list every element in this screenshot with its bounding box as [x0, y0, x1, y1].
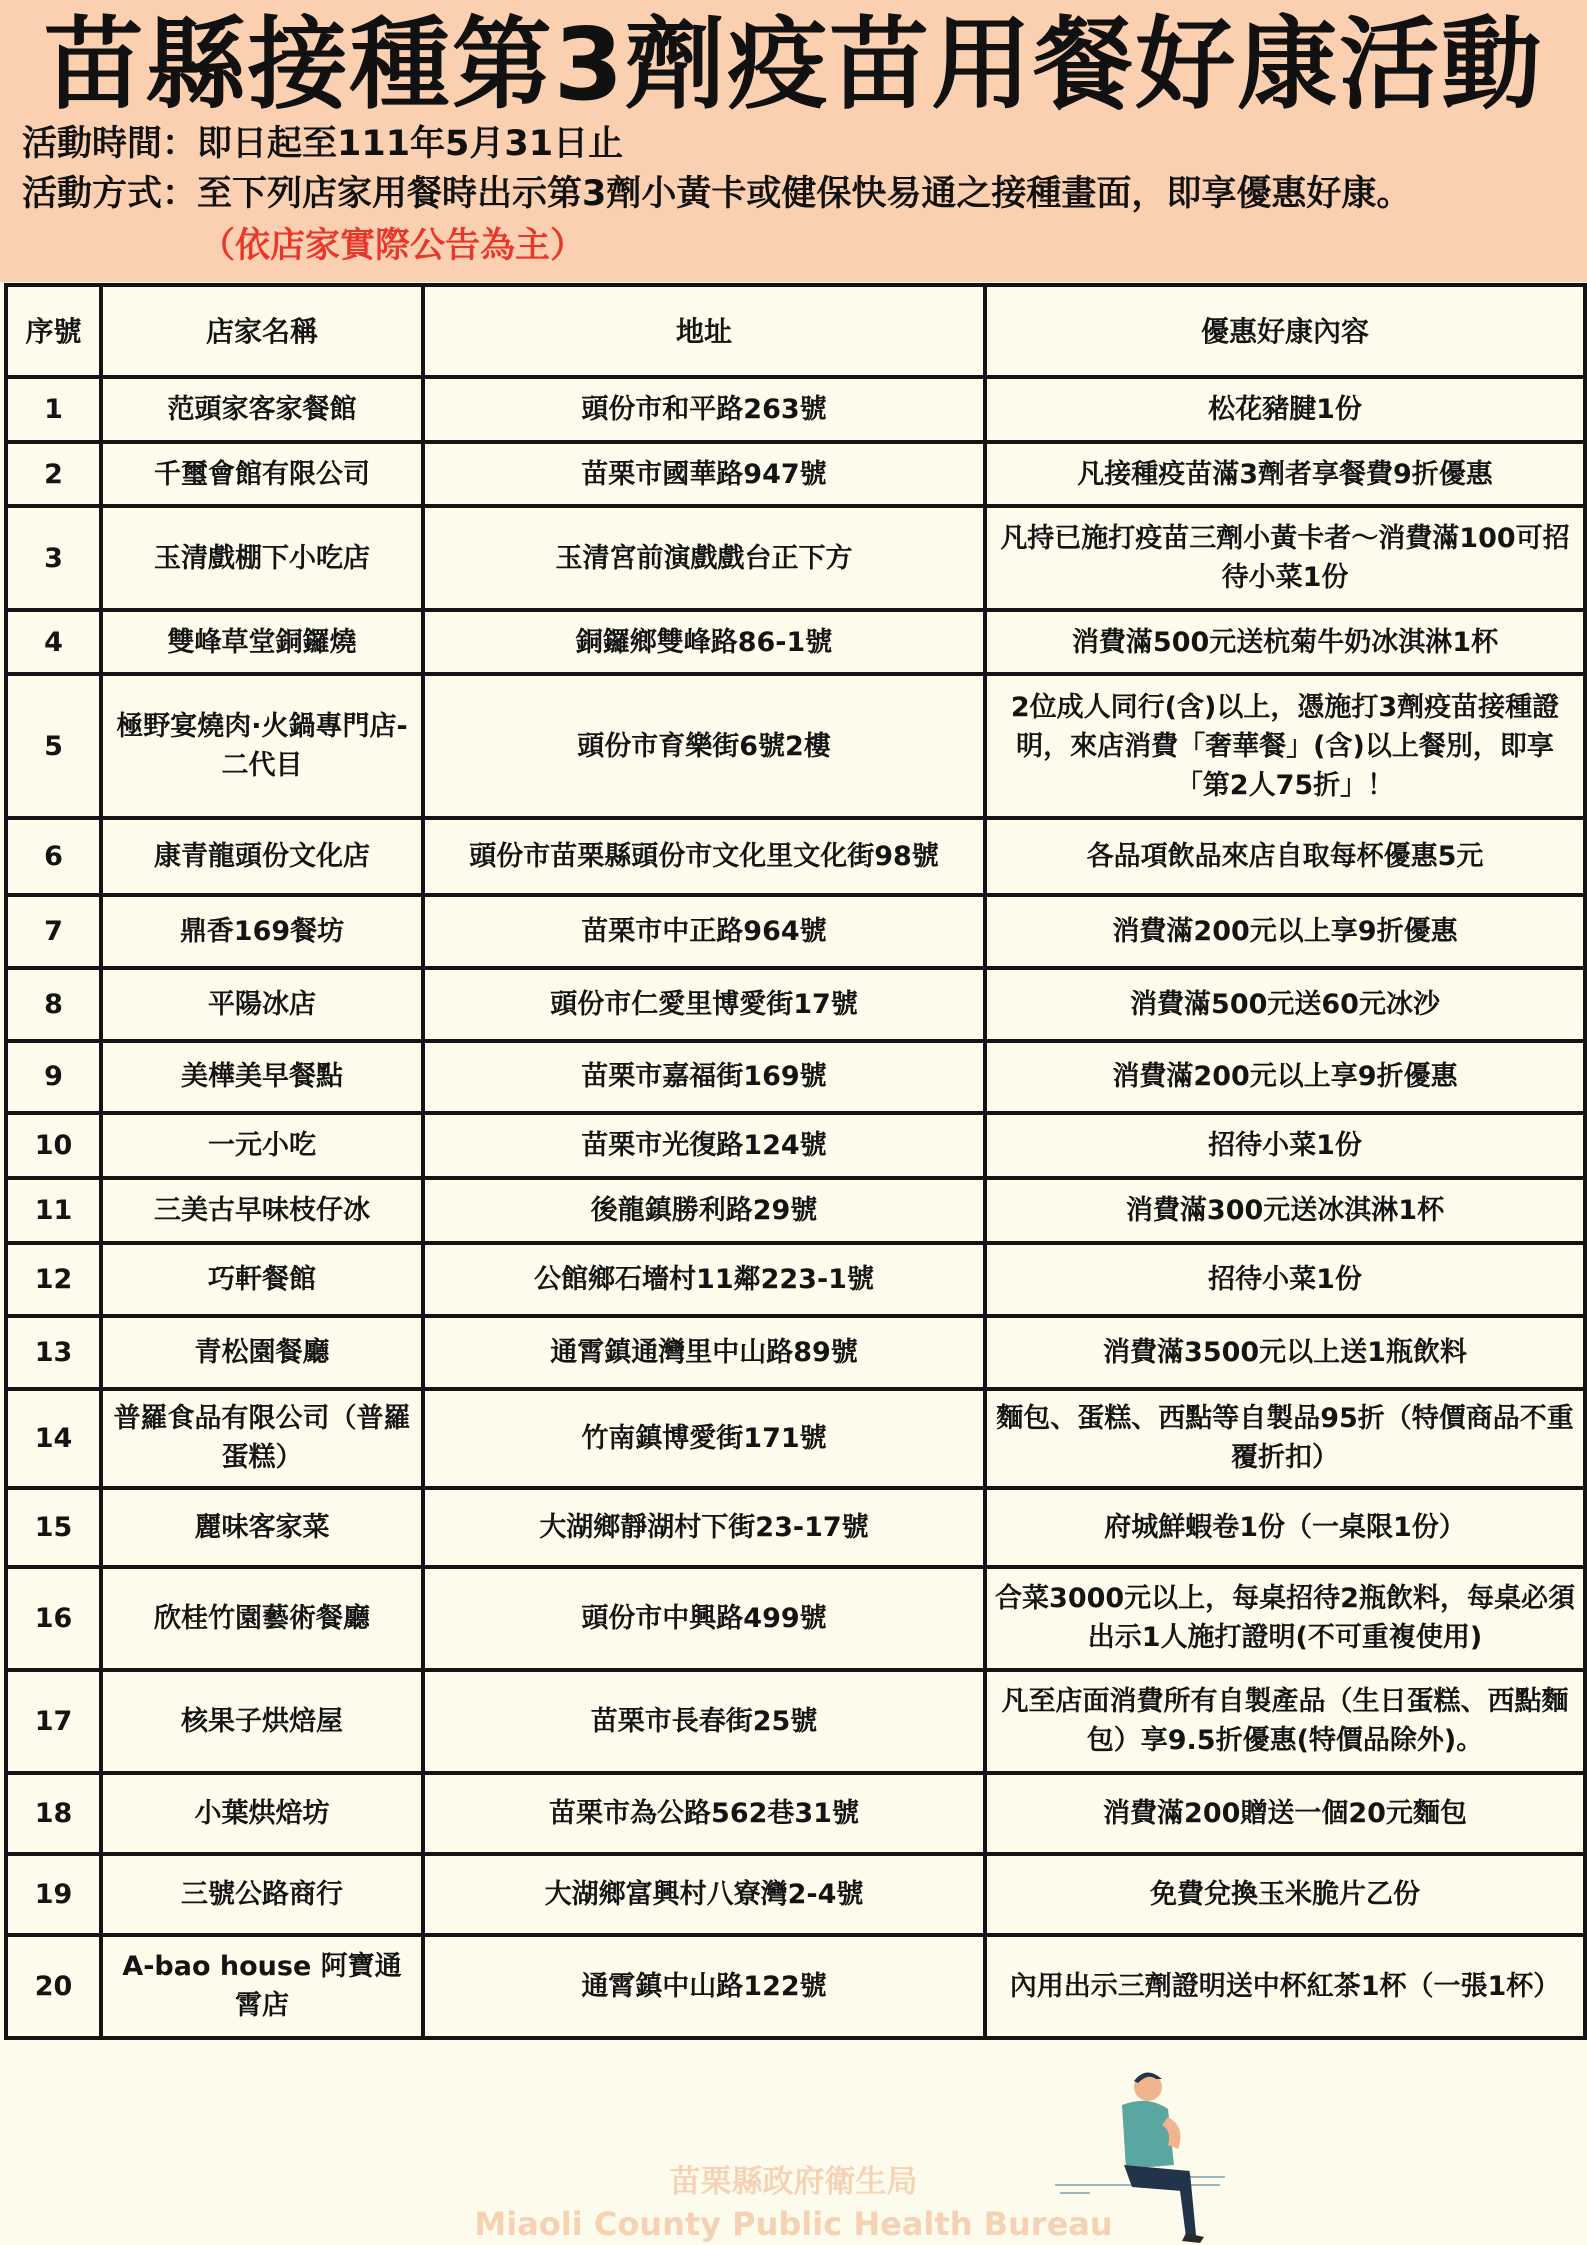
- row-number: 12: [6, 1243, 101, 1316]
- offer-content: 消費滿300元送冰淇淋1杯: [985, 1178, 1585, 1243]
- table-row: [6, 1389, 1585, 1488]
- store-name: 欣桂竹園藝術餐廳: [101, 1567, 423, 1670]
- offer-content: 各品項飲品來店自取每杯優惠5元: [985, 818, 1585, 895]
- activity-note: （依店家實際公告為主）: [200, 226, 586, 266]
- row-number: 20: [6, 1935, 101, 2038]
- store-name: 千璽會館有限公司: [101, 442, 423, 507]
- store-name: 青松園餐廳: [101, 1316, 423, 1389]
- table-row: [6, 1567, 1585, 1670]
- offer-content: 消費滿3500元以上送1瓶飲料: [985, 1316, 1585, 1389]
- store-name: 核果子烘焙屋: [101, 1670, 423, 1773]
- store-address: 大湖鄉靜湖村下街23-17號: [423, 1488, 985, 1567]
- row-number: 16: [6, 1567, 101, 1670]
- store-address: 頭份市育樂街6號2樓: [423, 674, 985, 818]
- store-address: 苗栗市光復路124號: [423, 1113, 985, 1178]
- row-number: 17: [6, 1670, 101, 1773]
- header-banner: [0, 0, 1587, 282]
- table-row: [6, 1243, 1585, 1316]
- table-row: [6, 1854, 1585, 1935]
- row-number: 4: [6, 610, 101, 675]
- offer-content: 消費滿200贈送一個20元麵包: [985, 1773, 1585, 1854]
- store-address: 後龍鎮勝利路29號: [423, 1178, 985, 1243]
- store-address: 頭份市和平路263號: [423, 377, 985, 442]
- store-address: 大湖鄉富興村八寮灣2-4號: [423, 1854, 985, 1935]
- row-number: 18: [6, 1773, 101, 1854]
- store-name: 雙峰草堂銅鑼燒: [101, 610, 423, 675]
- table-row: [6, 377, 1585, 442]
- table-row: [6, 1935, 1585, 2038]
- store-address: 頭份市仁愛里博愛街17號: [423, 968, 985, 1041]
- offer-content: 凡持已施打疫苗三劑小黃卡者～消費滿100可招待小菜1份: [985, 506, 1585, 609]
- footer-org-en: Miaoli County Public Health Bureau: [474, 2205, 1113, 2243]
- store-name: 平陽冰店: [101, 968, 423, 1041]
- offer-content: 松花豬腱1份: [985, 377, 1585, 442]
- column-header-address: 地址: [423, 285, 985, 377]
- offer-content: 消費滿200元以上享9折優惠: [985, 895, 1585, 968]
- offer-content: 消費滿500元送杭菊牛奶冰淇淋1杯: [985, 610, 1585, 675]
- row-number: 10: [6, 1113, 101, 1178]
- row-number: 11: [6, 1178, 101, 1243]
- column-header-store: 店家名稱: [101, 285, 423, 377]
- offer-content: 招待小菜1份: [985, 1113, 1585, 1178]
- store-address: 公館鄉石墻村11鄰223-1號: [423, 1243, 985, 1316]
- row-number: 2: [6, 442, 101, 507]
- row-number: 6: [6, 818, 101, 895]
- store-name: 極野宴燒肉·火鍋專門店-二代目: [101, 674, 423, 818]
- store-name: 一元小吃: [101, 1113, 423, 1178]
- offer-content: 府城鮮蝦卷1份（一桌限1份）: [985, 1488, 1585, 1567]
- table-row: [6, 895, 1585, 968]
- offer-content: 2位成人同行(含)以上，憑施打3劑疫苗接種證明，來店消費「奢華餐」(含)以上餐別，即享「第2人75折」！: [985, 674, 1585, 818]
- activity-method: 活動方式：至下列店家用餐時出示第3劑小黃卡或健保快易通之接種畫面，即享優惠好康。: [22, 174, 1412, 214]
- store-address: 銅鑼鄉雙峰路86-1號: [423, 610, 985, 675]
- store-address: 通霄鎮中山路122號: [423, 1935, 985, 2038]
- store-address: 竹南鎮博愛街171號: [423, 1389, 985, 1488]
- offer-content: 合菜3000元以上，每桌招待2瓶飲料，每桌必須出示1人施打證明(不可重複使用): [985, 1567, 1585, 1670]
- row-number: 9: [6, 1041, 101, 1114]
- row-number: 7: [6, 895, 101, 968]
- row-number: 14: [6, 1389, 101, 1488]
- offer-content: 招待小菜1份: [985, 1243, 1585, 1316]
- store-name: 三美古早味枝仔冰: [101, 1178, 423, 1243]
- table-row: [6, 610, 1585, 675]
- table-row: [6, 968, 1585, 1041]
- table-row: [6, 1113, 1585, 1178]
- offer-content: 凡至店面消費所有自製產品（生日蛋糕、西點麵包）享9.5折優惠(特價品除外)。: [985, 1670, 1585, 1773]
- offer-content: 麵包、蛋糕、西點等自製品95折（特價商品不重覆折扣）: [985, 1389, 1585, 1488]
- store-name: 巧軒餐館: [101, 1243, 423, 1316]
- store-name: 鼎香169餐坊: [101, 895, 423, 968]
- table-row: [6, 442, 1585, 507]
- row-number: 5: [6, 674, 101, 818]
- store-name: 小葉烘焙坊: [101, 1773, 423, 1854]
- table-row: [6, 818, 1585, 895]
- store-address: 玉清宮前演戲戲台正下方: [423, 506, 985, 609]
- store-name: 康青龍頭份文化店: [101, 818, 423, 895]
- table-row: [6, 1178, 1585, 1243]
- store-address: 苗栗市國華路947號: [423, 442, 985, 507]
- store-name: 普羅食品有限公司（普羅蛋糕）: [101, 1389, 423, 1488]
- store-name: 玉清戲棚下小吃店: [101, 506, 423, 609]
- page-title: 苗縣接種第3劑疫苗用餐好康活動: [43, 6, 1544, 123]
- table-row: [6, 1488, 1585, 1567]
- row-number: 8: [6, 968, 101, 1041]
- activity-period: 活動時間：即日起至111年5月31日止: [22, 124, 624, 164]
- column-header-number: 序號: [6, 285, 101, 377]
- footer-org-cn: 苗栗縣政府衛生局: [669, 2164, 918, 2200]
- store-address: 頭份市中興路499號: [423, 1567, 985, 1670]
- store-name: 麗味客家菜: [101, 1488, 423, 1567]
- store-address: 通霄鎮通灣里中山路89號: [423, 1316, 985, 1389]
- column-header-offer: 優惠好康內容: [985, 285, 1585, 377]
- store-address: 苗栗市中正路964號: [423, 895, 985, 968]
- offer-content: 免費兌換玉米脆片乙份: [985, 1854, 1585, 1935]
- offer-content: 消費滿200元以上享9折優惠: [985, 1041, 1585, 1114]
- store-address: 苗栗市嘉福街169號: [423, 1041, 985, 1114]
- store-name: 美樺美早餐點: [101, 1041, 423, 1114]
- table-row: [6, 1041, 1585, 1114]
- offer-content: 內用出示三劑證明送中杯紅茶1杯（一張1杯）: [985, 1935, 1585, 2038]
- table-header-row: [6, 285, 1585, 377]
- row-number: 15: [6, 1488, 101, 1567]
- store-name: 范頭家客家餐館: [101, 377, 423, 442]
- offer-content: 消費滿500元送60元冰沙: [985, 968, 1585, 1041]
- store-address: 苗栗市長春街25號: [423, 1670, 985, 1773]
- table-row: [6, 1773, 1585, 1854]
- row-number: 1: [6, 377, 101, 442]
- row-number: 3: [6, 506, 101, 609]
- table-row: [6, 674, 1585, 818]
- store-table: [4, 283, 1587, 2040]
- store-name: 三號公路商行: [101, 1854, 423, 1935]
- offer-content: 凡接種疫苗滿3劑者享餐費9折優惠: [985, 442, 1585, 507]
- store-address: 頭份市苗栗縣頭份市文化里文化街98號: [423, 818, 985, 895]
- row-number: 19: [6, 1854, 101, 1935]
- row-number: 13: [6, 1316, 101, 1389]
- store-name: A-bao house 阿寶通霄店: [101, 1935, 423, 2038]
- table-row: [6, 1670, 1585, 1773]
- table-row: [6, 506, 1585, 609]
- store-address: 苗栗市為公路562巷31號: [423, 1773, 985, 1854]
- table-row: [6, 1316, 1585, 1389]
